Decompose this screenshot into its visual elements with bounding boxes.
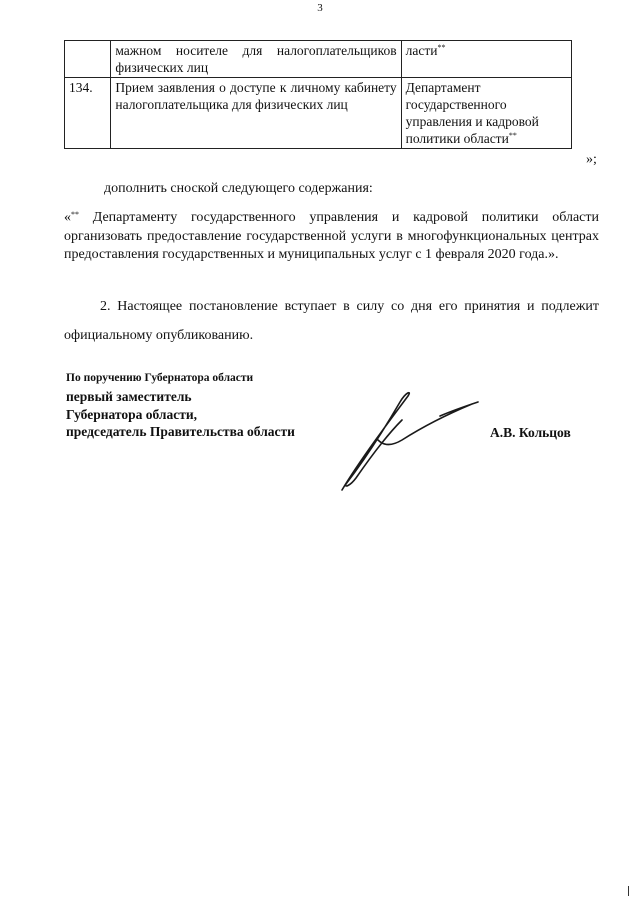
signatory-name: А.В. Кольцов <box>490 425 571 440</box>
closing-quote: »; <box>586 152 597 167</box>
table-row <box>65 78 572 149</box>
scan-edge-mark <box>628 886 629 896</box>
title-line: первый заместитель <box>66 389 192 404</box>
responsible-agency <box>401 41 571 78</box>
footnote-mark: ** <box>437 43 446 52</box>
row-number: 134. <box>65 78 111 149</box>
signatory-title <box>66 388 295 441</box>
footnote-text: Департаменту государственного управления и кадровой политики области организовать предоставление государственной услуги в многофункциональных центрах предоставления государственных и муниципальных услуг с 1 февраля 2020 года.». <box>64 210 599 262</box>
agency-text: ласти <box>405 43 438 58</box>
continuation-table <box>64 40 572 149</box>
footnote-paragraph <box>64 209 599 265</box>
footnote-mark: ** <box>508 131 517 140</box>
title-line: председатель Правительства области <box>66 424 295 439</box>
footnote-mark: ** <box>71 210 79 219</box>
handwritten-signature <box>320 380 490 500</box>
table-row <box>65 41 572 78</box>
service-description: Прием заявления о доступе к личному кабинету налогоплательщика для физических лиц <box>111 78 401 149</box>
signature-note: По поручению Губернатора области <box>66 372 254 384</box>
title-line: Губернатора области, <box>66 406 197 422</box>
effective-date-paragraph: 2. Настоящее постановление вступает в силу со дня его принятия и подлежит официальному опубликованию. <box>64 299 599 343</box>
responsible-agency <box>401 78 571 149</box>
agency-text: Департамент государственного управления и кадровой политики области <box>405 80 539 146</box>
service-description: мажном носителе для налогоплательщиков физических лиц <box>111 41 401 78</box>
page-number: 3 <box>317 2 323 14</box>
row-number <box>65 41 111 78</box>
intro-paragraph: дополнить сноской следующего содержания: <box>104 181 373 196</box>
open-quote: « <box>64 210 71 225</box>
